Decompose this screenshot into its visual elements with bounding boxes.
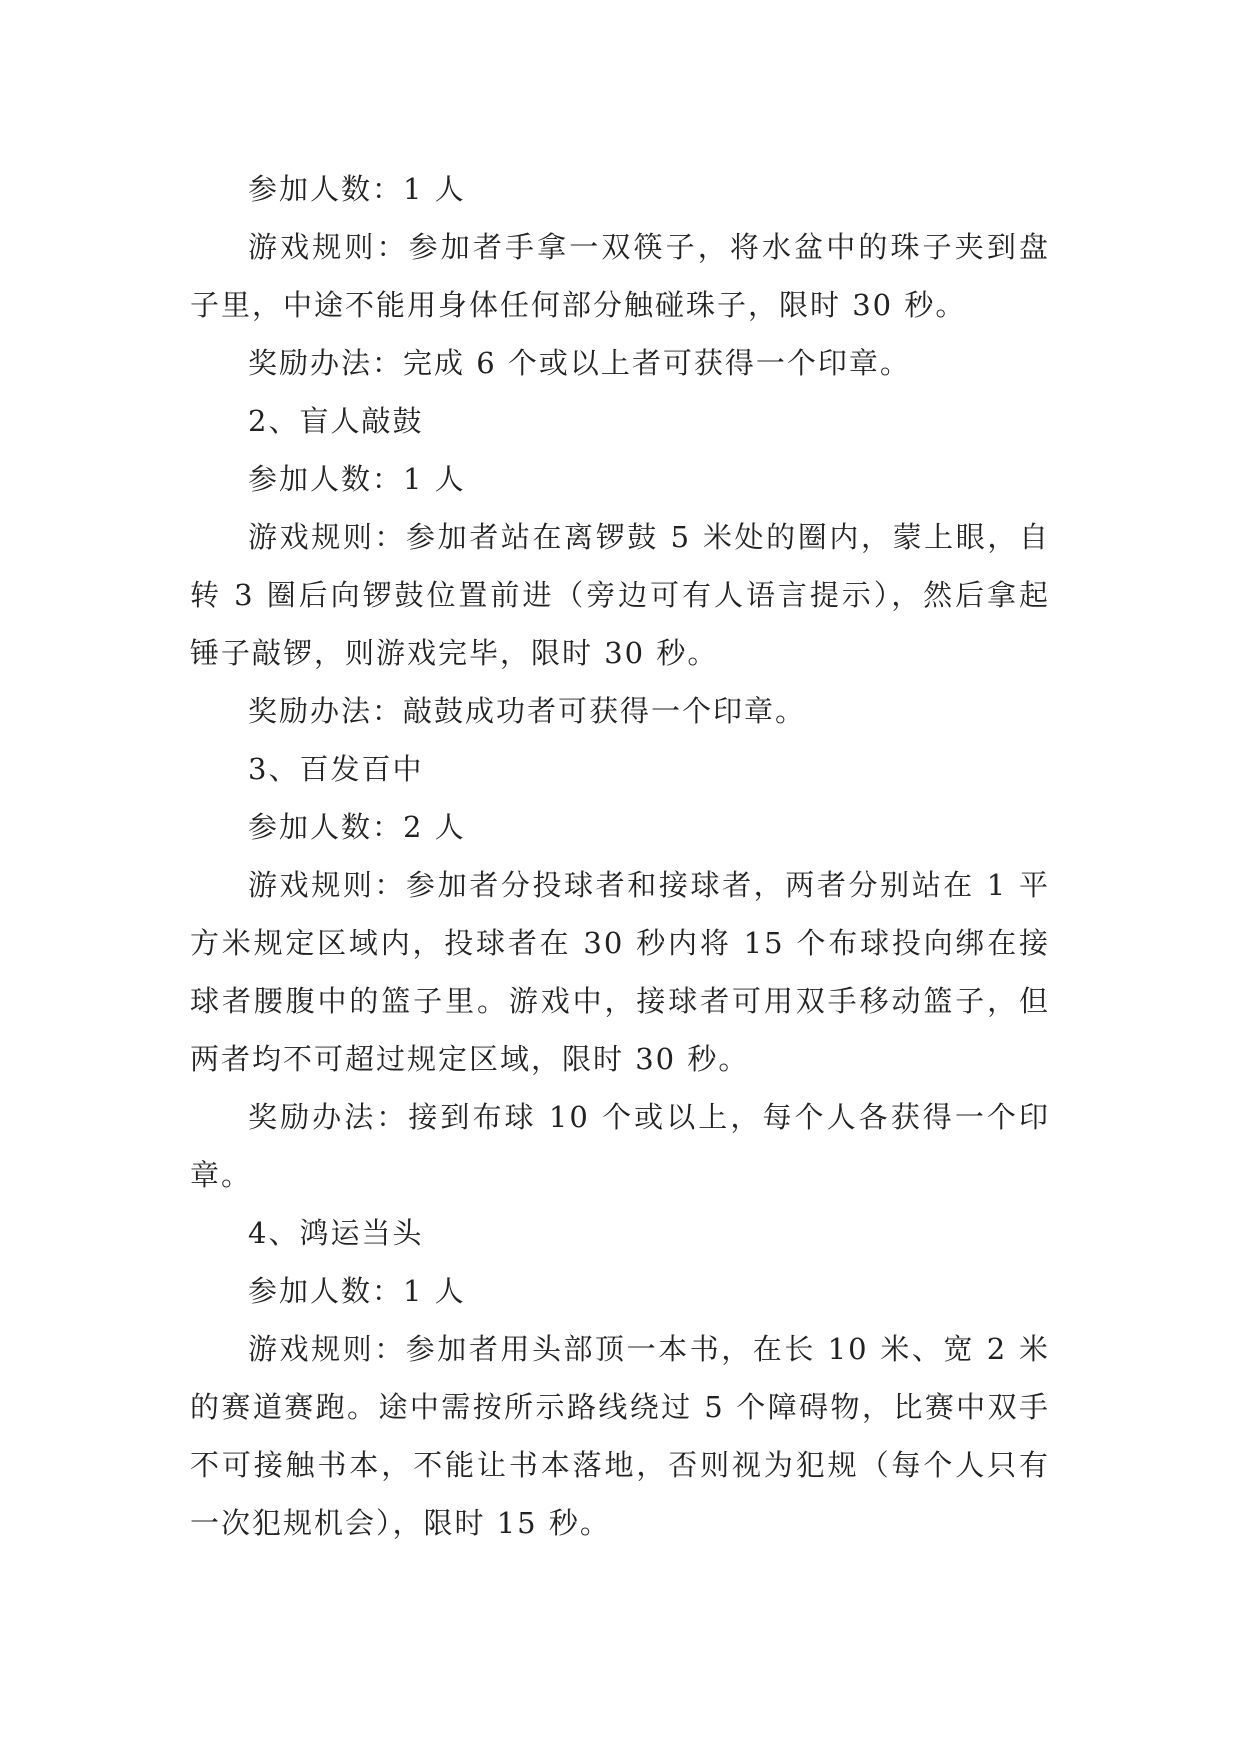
- paragraph-participants-2: 参加人数：1 人: [248, 462, 466, 496]
- paragraph-participants-4: 参加人数：1 人: [248, 1274, 466, 1308]
- paragraph-participants-1: 参加人数：1 人: [248, 172, 466, 206]
- paragraph-rules-2: 游戏规则：参加者站在离锣鼓 5 米处的圈内，蒙上眼，自转 3 圈后向锣鼓位置前进（旁边可有人语言提示），然后拿起锤子敲锣，则游戏完毕，限时 30 秒。: [190, 520, 1050, 670]
- paragraph-rules-1: 游戏规则：参加者手拿一双筷子，将水盆中的珠子夹到盘子里，中途不能用身体任何部分触碰珠子，限时 30 秒。: [190, 230, 1050, 322]
- paragraph-rules-3: 游戏规则：参加者分投球者和接球者，两者分别站在 1 平方米规定区域内，投球者在 30 秒内将 15 个布球投向绑在接球者腰腹中的篮子里。游戏中，接球者可用双手移动篮子，但两者均不可超过规定区域，限时 30 秒。: [190, 868, 1050, 1076]
- paragraph-participants-3: 参加人数：2 人: [248, 810, 466, 844]
- section-heading-4: 4、鸿运当头: [248, 1216, 424, 1250]
- section-heading-2: 2、盲人敲鼓: [248, 404, 424, 438]
- section-heading-3: 3、百发百中: [248, 752, 424, 786]
- paragraph-reward-2: 奖励办法：敲鼓成功者可获得一个印章。: [248, 694, 807, 728]
- paragraph-reward-3: 奖励办法：接到布球 10 个或以上，每个人各获得一个印章。: [190, 1100, 1050, 1192]
- paragraph-reward-1: 奖励办法：完成 6 个或以上者可获得一个印章。: [248, 346, 911, 380]
- document-body: [190, 160, 1050, 1552]
- paragraph-rules-4: 游戏规则：参加者用头部顶一本书，在长 10 米、宽 2 米的赛道赛跑。途中需按所示路线绕过 5 个障碍物，比赛中双手不可接触书本，不能让书本落地，否则视为犯规（每个人只有一次犯规机会），限时 15 秒。: [190, 1332, 1050, 1540]
